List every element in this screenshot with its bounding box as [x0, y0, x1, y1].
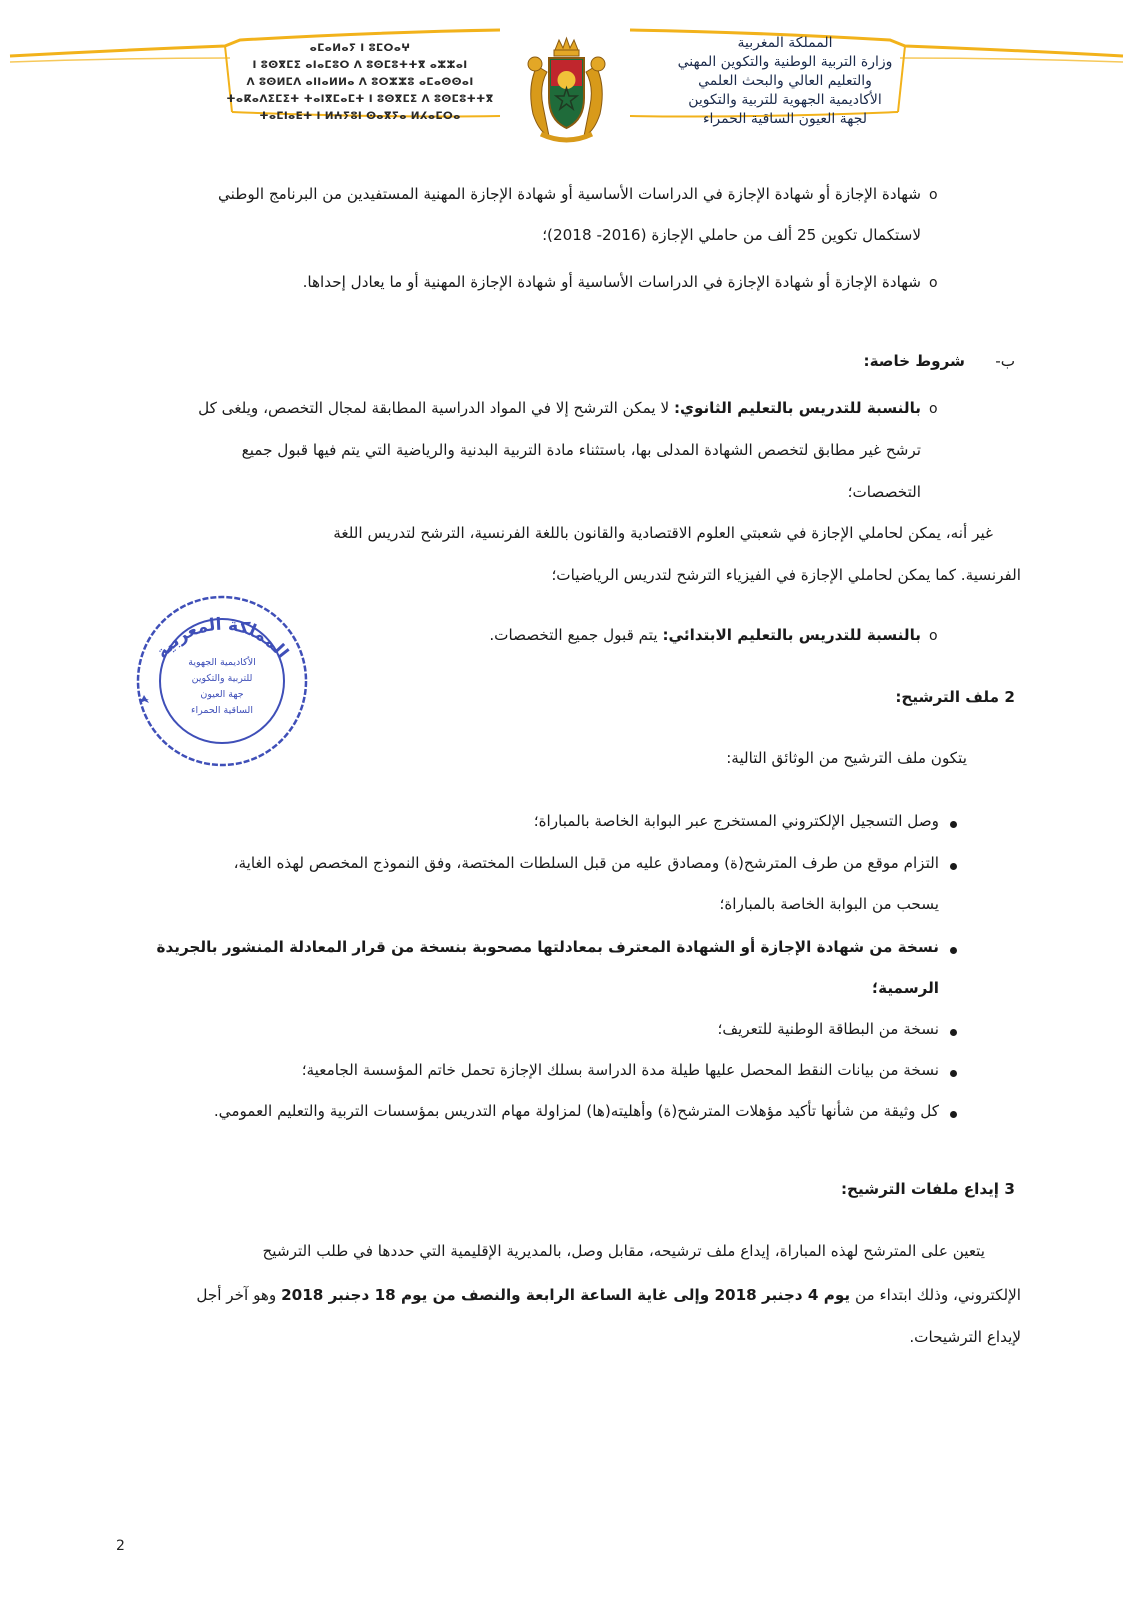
header-arabic-line: المملكة المغربية — [737, 35, 833, 51]
header-tifinagh-line: ⵜⴰⵎⵏⴰⴹⵜ ⵏ ⵍⵄⵢⵓⵏ ⵙⴰⴳⵢⴰ ⵍⵃⴰⵎⵔⴰ — [259, 110, 461, 122]
list-item: الرسمية؛ — [872, 979, 939, 997]
list-item: نسخة من شهادة الإجازة أو الشهادة المعترف بمعادلتها مصحوبة بنسخة من قرار المعادلة المنشور بالجريدة — [156, 938, 939, 956]
hollow-bullet-icon: o — [929, 275, 938, 291]
deposit-dates: يوم 4 دجنبر 2018 وإلى غاية الساعة الرابعة والنصف من يوم 18 دجنبر 2018 — [281, 1286, 851, 1304]
list-item: نسخة من البطاقة الوطنية للتعريف؛ — [717, 1020, 939, 1038]
bullet-dot-icon — [950, 863, 957, 870]
page-number: 2 — [116, 1538, 125, 1554]
svg-text:المملكة المغربية — [152, 615, 292, 663]
list-item: شهادة الإجازة أو شهادة الإجازة في الدراسات الأساسية أو شهادة الإجازة المهنية أو ما يعادل إحداها. — [302, 273, 921, 291]
header-tifinagh-line: ⵏ ⵓⵙⴳⵎⵉ ⴰⵏⴰⵎⵓⵔ ⴷ ⵓⵙⵎⵓⵜⵜⴳ ⴰⵣⵣⴰⵏ — [252, 59, 468, 71]
hollow-bullet-icon: o — [929, 401, 938, 417]
hollow-bullet-icon: o — [929, 628, 938, 644]
header-tifinagh-line: ⴷ ⵓⵙⵍⵎⴷ ⴰⵏⵏⴰⵍⵍⴰ ⴷ ⵓⵔⵣⵣⵓ ⴰⵎⴰⵙⵙⴰⵏ — [246, 76, 474, 88]
header-arabic-line: والتعليم العالي والبحث العلمي — [698, 73, 872, 89]
header-tifinagh-line: ⴰⵎⴰⵍⴰⵢ ⵏ ⵓⵎⵔⴰⵖ — [309, 42, 411, 54]
header-arabic-line: الأكاديمية الجهوية للتربية والتكوين — [688, 92, 882, 108]
primary-label: بالنسبة للتدريس بالتعليم الابتدائي: — [662, 626, 921, 644]
section-b-title: شروط خاصة: — [863, 352, 965, 370]
deposit-paragraph-line: يتعين على المترشح لهذه المباراة، إيداع ملف ترشيحه، مقابل وصل، بالمديرية الإقليمية التي حددها في طلب الترشيح — [262, 1242, 985, 1260]
primary-text: يتم قبول جميع التخصصات. — [489, 626, 658, 644]
deposit-text: الإلكتروني، وذلك ابتداء من — [854, 1286, 1021, 1304]
list-item: شهادة الإجازة أو شهادة الإجازة في الدراسات الأساسية أو شهادة الإجازة المهنية المستفيدين من البرنامج الوطني — [218, 185, 921, 203]
hollow-bullet-icon: o — [929, 187, 938, 203]
stamp-inner-line: الساقية الحمراء — [191, 705, 253, 716]
stamp-inner-line: للتربية والتكوين — [191, 673, 253, 684]
stamp-outer-text: المملكة المغربية — [152, 614, 293, 663]
exception-paragraph-line: غير أنه، يمكن لحاملي الإجازة في شعبتي العلوم الاقتصادية والقانون باللغة الفرنسية، الترشح لتدريس اللغة — [333, 524, 993, 542]
bullet-dot-icon — [950, 821, 957, 828]
primary-paragraph-line — [489, 626, 921, 644]
moroccan-coat-of-arms-icon — [519, 36, 614, 146]
secondary-paragraph-line: ترشح غير مطابق لتخصص الشهادة المدلى بها، باستثناء مادة التربية البدنية والرياضية التي يتم فيها قبول جميع — [241, 441, 921, 459]
header-tifinagh-block — [225, 40, 495, 125]
section2-intro: يتكون ملف الترشيح من الوثائق التالية: — [726, 749, 967, 767]
bullet-dot-icon — [950, 1029, 957, 1036]
bullet-dot-icon — [950, 947, 957, 954]
stamp-inner-line: جهة العيون — [200, 689, 244, 700]
list-item: يسحب من البوابة الخاصة بالمباراة؛ — [719, 895, 939, 913]
secondary-label: بالنسبة للتدريس بالتعليم الثانوي: — [673, 399, 921, 417]
section2-number: 2 — [1004, 688, 1015, 706]
deposit-paragraph-line — [196, 1286, 1021, 1304]
exception-paragraph-line: الفرنسية. كما يمكن لحاملي الإجازة في الفيزياء الترشح لتدريس الرياضيات؛ — [551, 566, 1021, 584]
deposit-paragraph-line: لإيداع الترشيحات. — [909, 1328, 1021, 1346]
list-item: كل وثيقة من شأنها تأكيد مؤهلات المترشح(ة) وأهليته(ها) لمزاولة مهام التدريس بمؤسسات التربية والتعليم العمومي. — [213, 1102, 939, 1120]
header-tifinagh-line: ⵜⴰⴽⴰⴷⵉⵎⵉⵜ ⵜⴰⵏⴳⵎⴰⵎⵜ ⵏ ⵓⵙⴳⵎⵉ ⴷ ⵓⵙⵎⵓⵜⵜⴳ — [226, 93, 494, 105]
header-arabic-line: وزارة التربية الوطنية والتكوين المهني — [677, 54, 893, 70]
header-arabic-line: لجهة العيون الساقية الحمراء — [702, 111, 868, 127]
section-b-letter: ب- — [995, 352, 1015, 370]
deposit-text: وهو آخر أجل — [196, 1286, 277, 1304]
list-item: لاستكمال تكوين 25 ألف من حاملي الإجازة (2016- 2018)؛ — [542, 226, 921, 244]
section2-title: ملف الترشيح: — [895, 688, 999, 706]
bullet-dot-icon — [950, 1111, 957, 1118]
list-item: التزام موقع من طرف المترشح(ة) ومصادق عليه من قبل السلطات المختصة، وفق النموذج المخصص لهذه الغاية، — [233, 854, 939, 872]
secondary-text: لا يمكن الترشح إلا في المواد الدراسية المطابقة لمجال التخصص، ويلغى كل — [198, 399, 670, 417]
header-arabic-block — [650, 34, 920, 129]
list-item: وصل التسجيل الإلكتروني المستخرج عبر البوابة الخاصة بالمباراة؛ — [533, 812, 939, 830]
secondary-paragraph-line — [198, 399, 921, 417]
secondary-paragraph-line: التخصصات؛ — [847, 483, 921, 501]
stamp-inner-line: الأكاديمية الجهوية — [188, 657, 256, 668]
section3-number: 3 — [1004, 1180, 1015, 1198]
official-stamp-icon — [122, 585, 322, 770]
section3-title: إيداع ملفات الترشيح: — [840, 1180, 999, 1198]
bullet-dot-icon — [950, 1070, 957, 1077]
list-item: نسخة من بيانات النقط المحصل عليها طيلة مدة الدراسة بسلك الإجازة تحمل خاتم المؤسسة الجامعية؛ — [301, 1061, 939, 1079]
